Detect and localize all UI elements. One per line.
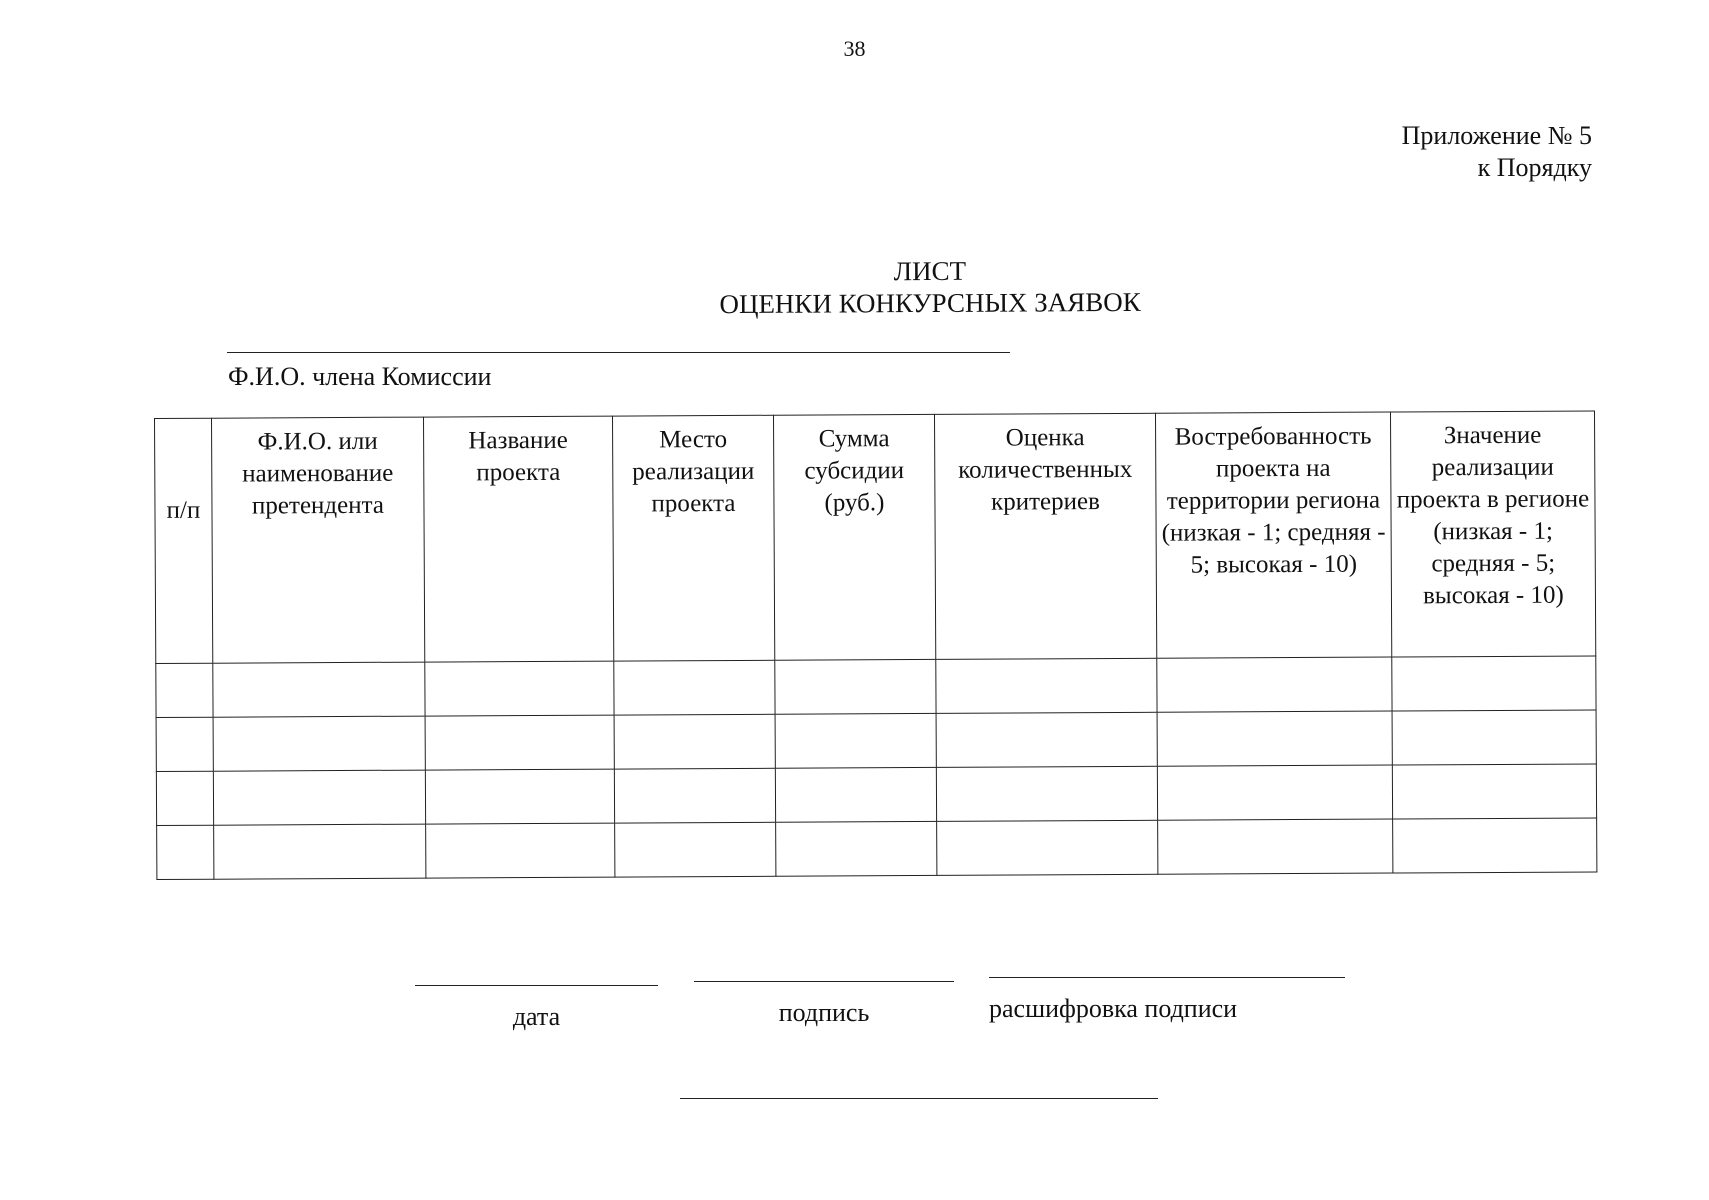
table-cell[interactable] bbox=[1392, 710, 1596, 765]
table-cell[interactable] bbox=[425, 661, 614, 716]
table-cell[interactable] bbox=[1157, 711, 1392, 766]
table-cell[interactable] bbox=[936, 766, 1157, 821]
table-cell[interactable] bbox=[1393, 818, 1597, 873]
evaluation-table bbox=[154, 410, 1597, 880]
table-cell[interactable] bbox=[936, 712, 1157, 767]
table-cell[interactable] bbox=[936, 658, 1157, 713]
column-header-number: п/п bbox=[155, 418, 213, 663]
column-header-applicant: Ф.И.О. или наименование претендента bbox=[212, 417, 425, 663]
table-row bbox=[156, 764, 1596, 826]
member-name-label: Ф.И.О. члена Комиссии bbox=[228, 362, 492, 391]
table-cell[interactable] bbox=[425, 769, 614, 824]
table-cell[interactable] bbox=[775, 767, 936, 822]
column-header-project-name: Название проекта bbox=[423, 416, 613, 662]
column-header-demand: Востребованность проекта на территории региона (низкая - 1; средняя - 5; высокая - 10) bbox=[1155, 412, 1391, 658]
appendix-note bbox=[1402, 120, 1592, 184]
table-row bbox=[156, 656, 1596, 718]
table-cell[interactable] bbox=[156, 663, 213, 717]
table-cell[interactable] bbox=[156, 771, 213, 825]
table-cell[interactable] bbox=[157, 825, 214, 879]
document-title bbox=[680, 254, 1180, 321]
signature-label: подпись bbox=[778, 998, 870, 1027]
table-cell[interactable] bbox=[213, 770, 425, 825]
table-cell[interactable] bbox=[213, 662, 425, 717]
table-cell[interactable] bbox=[213, 716, 425, 771]
table-cell[interactable] bbox=[214, 824, 426, 879]
column-header-location: Место реализации проекта bbox=[612, 415, 774, 661]
date-label: дата bbox=[512, 1002, 561, 1031]
page-number: 38 bbox=[843, 36, 866, 61]
table-cell[interactable] bbox=[425, 715, 614, 770]
table-cell[interactable] bbox=[156, 717, 213, 771]
table-cell[interactable] bbox=[937, 820, 1158, 875]
signature-decoding-line[interactable] bbox=[989, 977, 1345, 978]
table-cell[interactable] bbox=[1158, 819, 1393, 874]
column-header-subsidy-amount: Сумма субсидии (руб.) bbox=[773, 414, 935, 660]
title-line-1: ЛИСТ bbox=[893, 255, 967, 287]
table-cell[interactable] bbox=[775, 713, 936, 768]
appendix-reference: к Порядку bbox=[1477, 153, 1592, 182]
table-cell[interactable] bbox=[614, 660, 775, 715]
bottom-separator-line bbox=[680, 1098, 1158, 1099]
table-cell[interactable] bbox=[1392, 764, 1596, 819]
table-cell[interactable] bbox=[776, 821, 937, 876]
column-header-significance: Значение реализации проекта в регионе (низкая - 1; средняя - 5; высокая - 10) bbox=[1390, 411, 1595, 657]
table-cell[interactable] bbox=[775, 659, 936, 714]
column-header-quantitative-score: Оценка количественных критериев bbox=[934, 413, 1156, 659]
table-cell[interactable] bbox=[614, 768, 775, 823]
table-cell[interactable] bbox=[615, 822, 776, 877]
table-cell[interactable] bbox=[1392, 656, 1596, 711]
table-header-row bbox=[155, 411, 1596, 664]
signature-decoding-label: расшифровка подписи bbox=[989, 994, 1238, 1023]
title-line-2: ОЦЕНКИ КОНКУРСНЫХ ЗАЯВОК bbox=[719, 286, 1141, 320]
table-row bbox=[157, 818, 1597, 880]
table-cell[interactable] bbox=[1157, 657, 1392, 712]
signature-line[interactable] bbox=[694, 981, 954, 982]
appendix-number: Приложение № 5 bbox=[1401, 121, 1592, 150]
date-line[interactable] bbox=[415, 985, 658, 986]
table-cell[interactable] bbox=[1157, 765, 1392, 820]
table-cell[interactable] bbox=[614, 714, 775, 769]
member-name-line bbox=[227, 352, 1010, 353]
evaluation-table-wrap bbox=[154, 410, 1596, 880]
table-cell[interactable] bbox=[426, 823, 615, 878]
table-row bbox=[156, 710, 1596, 772]
